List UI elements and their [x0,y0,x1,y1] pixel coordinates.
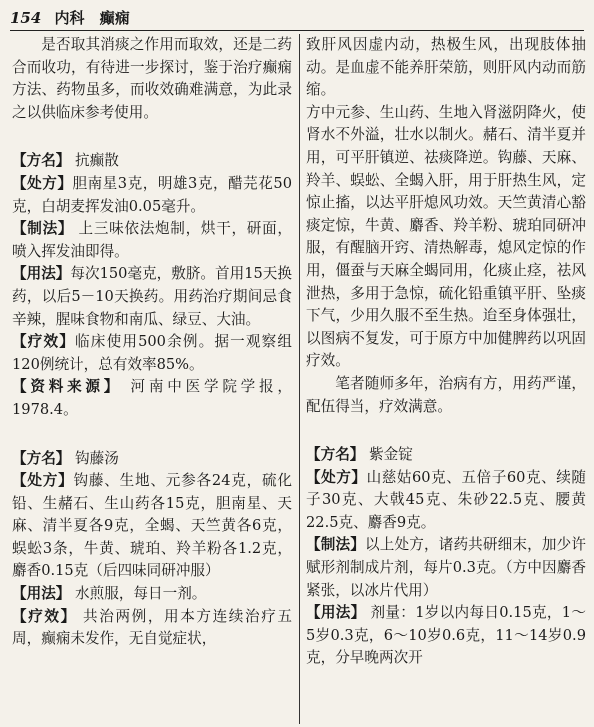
name-tag: 【方名】 [12,152,71,170]
composition-value: 山慈姑60克、五倍子60克、续随子30克、大戟45克、朱砂22.5克、腰黄22.5克、麝香9克。 [306,468,586,531]
usage-tag: 【用法】 [12,265,71,283]
prescription2-usage [12,583,292,606]
prescription1-source [12,376,292,421]
prescription2-composition [12,470,292,583]
page-number: 154 [10,9,42,27]
name-value: 紫金锭 [369,446,413,464]
topic-name: 癫痫 [99,9,130,27]
preparation-tag: 【制法】 [12,220,74,238]
preparation-tag: 【制法】 [306,536,365,554]
continuation-paragraph: 致肝风因虚内动，热极生风，出现肢体抽动。是血虚不能养肝荣筋，则肝风内动而筋缩。 [306,36,586,99]
usage-tag: 【用法】 [12,585,71,603]
composition-tag: 【处方】 [306,468,367,486]
effect-value: 共治两例，用本方连续治疗五周，癫痫未发作，无自觉症状， [12,607,292,648]
column-divider [299,34,300,724]
usage-value: 剂量：1岁以内每日0.15克，1～5岁0.3克，6～10岁0.6克，11～14岁0.9克，分早晚两次开 [306,604,586,667]
name-tag: 【方名】 [12,449,71,467]
effect-value: 临床使用500余例。据一观察组120例统计，总有效率85%。 [12,333,292,373]
name-value: 抗癫散 [75,152,119,170]
effect-tag: 【疗效】 [12,333,76,351]
page-header [10,6,584,31]
intro-paragraph: 是否取其消痰之作用而取效，还是二药合而收功，有待进一步探讨，鉴于治疗癫痫方法、药物虽多，而收效确难满意，为此录之以供临床参考使用。 [12,36,292,121]
right-column [306,34,586,724]
prescription2-name [12,448,292,471]
prescription2-effect [12,606,292,651]
usage-value: 每次150毫克，敷脐。首用15天换药，以后5－10天换药。用药治疗期间忌食辛辣，腥味食物和南瓜、绿豆、大油。 [12,265,292,328]
prescription1-effect [12,331,292,376]
left-column [12,34,292,724]
usage-tag: 【用法】 [306,604,366,622]
prescription1-name [12,150,292,173]
effect-tag: 【疗效】 [12,607,77,625]
composition-tag: 【处方】 [12,472,74,490]
prescription1-composition [12,173,292,218]
closing-paragraph: 笔者随师多年，治病有方，用药严谨，配伍得当，疗效满意。 [306,374,586,415]
name-value: 钩藤汤 [75,449,119,467]
composition-value: 胆南星3克，明雄3克，醋芫花50克，白胡麦挥发油0.05毫升。 [12,174,292,215]
source-value: 河南中医学院学报，1978.4。 [12,378,292,418]
prescription1-preparation [12,218,292,263]
composition-tag: 【处方】 [12,174,73,192]
analysis-paragraph: 方中元参、生山药、生地入肾滋阴降火，使肾水不外溢，壮水以制火。赭石、清半夏并用，可平肝镇逆、祛痰降逆。钩藤、天麻、羚羊、蜈蚣、全蝎入肝，用于肝热生风，定惊止搐，以达平肝熄风功效。天竺黄清心豁痰定惊，牛黄、麝香、羚羊粉、琥珀同研冲服，有醒脑开窍、清热解毒，熄风定惊的作用，僵蚕与天麻全蝎同用，化痰止痉，祛风泄热，多用于急惊，硫化铅重镇平肝、坠痰下气，少用久服不至生热。迨至身体强壮，以图病不复发，可于原方中加健脾药以巩固疗效。 [306,103,586,370]
source-tag: 【资料来源】 [12,378,123,396]
composition-value: 钩藤、生地、元参各24克，硫化铅、生赭石、生山药各15克，胆南星、天麻、清半夏各9克，全蝎、天竺黄各6克，蜈蚣3条，牛黄、琥珀、羚羊粉各1.2克，麝香0.15克（后四味同研冲服） [12,472,292,580]
prescription3-composition [306,467,586,535]
prescription3-name [306,444,586,467]
prescription3-preparation [306,534,586,602]
prescription3-usage [306,602,586,670]
usage-value: 水煎服，每日一剂。 [75,585,207,603]
section-name: 内科 [54,9,85,27]
preparation-value: 上三味依法炮制，烘干，研面，喷入挥发油即得。 [12,220,292,260]
preparation-value: 以上处方，诸药共研细末，加少许赋形剂制成片剂，每片0.3克。（方中因麝香紧张，以冰片代用） [306,536,586,599]
prescription1-usage [12,263,292,331]
name-tag: 【方名】 [306,446,365,464]
